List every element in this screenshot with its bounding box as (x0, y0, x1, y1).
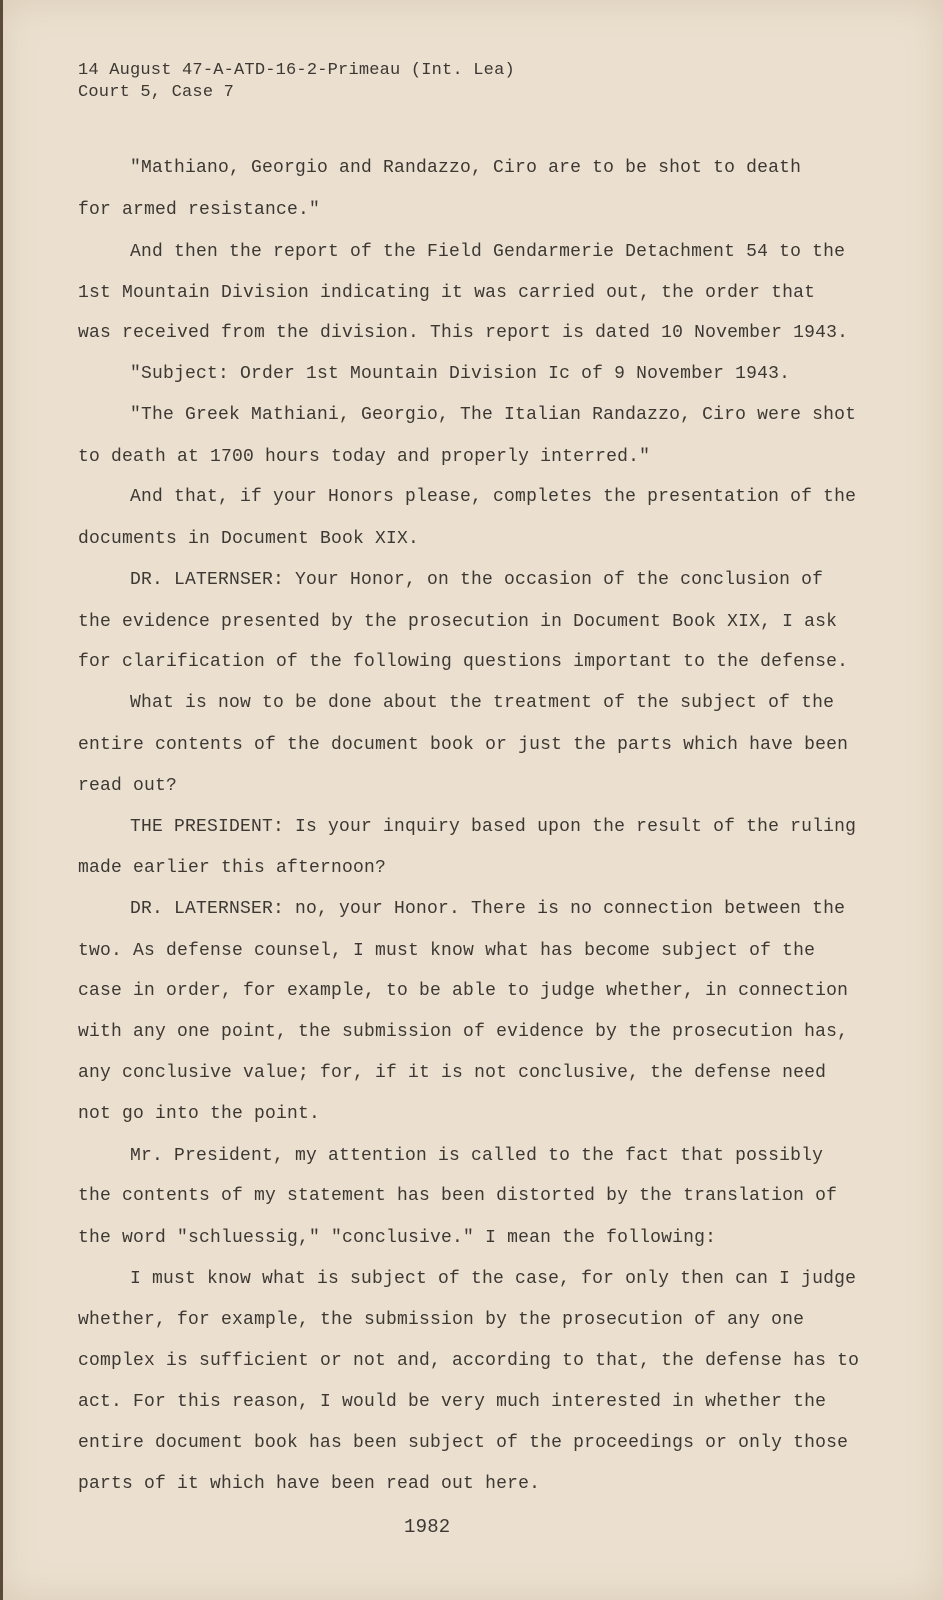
body-line: 1st Mountain Division indicating it was carried out, the order that (78, 283, 816, 303)
body-line: two. As defense counsel, I must know what has become subject of the (78, 941, 816, 961)
body-line: entire contents of the document book or just the parts which have been (78, 735, 849, 755)
body-line: the evidence presented by the prosecution in Document Book XIX, I ask (78, 612, 838, 632)
body-line: "Subject: Order 1st Mountain Division Ic of 9 November 1943. (130, 364, 791, 384)
body-line: What is now to be done about the treatment of the subject of the (130, 693, 835, 713)
body-line: I must know what is subject of the case, for only then can I judge (130, 1269, 857, 1289)
body-line: to death at 1700 hours today and properly interred." (78, 447, 651, 467)
body-line: for clarification of the following questions important to the defense. (78, 652, 849, 672)
body-line: any conclusive value; for, if it is not conclusive, the defense need (78, 1063, 827, 1083)
body-line: entire document book has been subject of the proceedings or only those (78, 1433, 849, 1453)
body-line: DR. LATERNSER: Your Honor, on the occasion of the conclusion of (130, 570, 824, 590)
body-line: THE PRESIDENT: Is your inquiry based upon the result of the ruling (130, 817, 857, 837)
header-line-1: 14 August 47-A-ATD-16-2-Primeau (Int. Lea) (78, 61, 515, 80)
body-line: not go into the point. (78, 1104, 321, 1124)
body-line: "Mathiano, Georgio and Randazzo, Ciro are to be shot to death (130, 158, 802, 178)
body-line: Mr. President, my attention is called to the fact that possibly (130, 1146, 824, 1166)
body-line: read out? (78, 776, 178, 796)
body-line: the contents of my statement has been distorted by the translation of (78, 1186, 838, 1206)
header-line-2: Court 5, Case 7 (78, 83, 235, 102)
body-line: complex is sufficient or not and, according to that, the defense has to (78, 1351, 860, 1371)
body-line: case in order, for example, to be able to judge whether, in connection (78, 981, 849, 1001)
body-line: with any one point, the submission of evidence by the prosecution has, (78, 1022, 849, 1042)
body-line: And that, if your Honors please, completes the presentation of the (130, 487, 857, 507)
body-line: "The Greek Mathiani, Georgio, The Italian Randazzo, Ciro were shot (130, 405, 857, 425)
body-line: was received from the division. This report is dated 10 November 1943. (78, 323, 849, 343)
body-line: DR. LATERNSER: no, your Honor. There is no connection between the (130, 899, 846, 919)
body-line: made earlier this afternoon? (78, 858, 387, 878)
body-line: act. For this reason, I would be very much interested in whether the (78, 1392, 827, 1412)
page-edge (0, 0, 3, 1600)
body-line: parts of it which have been read out here. (78, 1474, 541, 1494)
page-number: 1982 (404, 1516, 451, 1538)
body-line: whether, for example, the submission by the prosecution of any one (78, 1310, 805, 1330)
body-line: And then the report of the Field Gendarmerie Detachment 54 to the (130, 242, 846, 262)
body-line: for armed resistance." (78, 200, 321, 220)
body-line: documents in Document Book XIX. (78, 529, 420, 549)
body-line: the word "schluessig," "conclusive." I mean the following: (78, 1228, 717, 1248)
